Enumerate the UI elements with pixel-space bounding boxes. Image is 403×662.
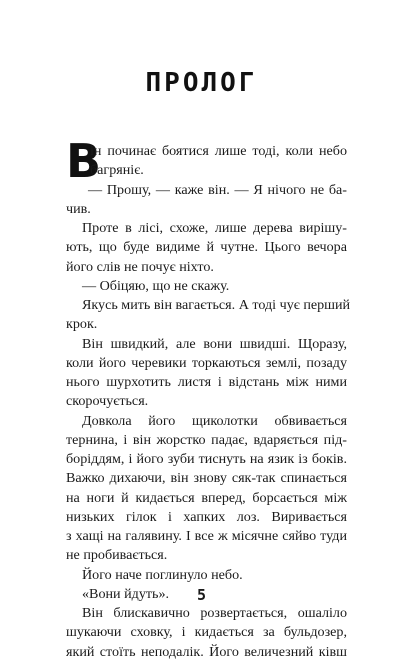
text-line: Його наче поглинуло небо. (82, 566, 243, 583)
text-line: низьких гілок і хапких лоз. Виривається (66, 508, 347, 525)
drop-cap: В (66, 134, 102, 188)
chapter-title: ПРОЛОГ (145, 68, 258, 98)
text-line: Якусь мить він вагається. А тоді чує перший (82, 297, 351, 313)
text-line: Він швидкий, але вони швидші. Щоразу, (82, 335, 347, 352)
text-line: не пробивається. (66, 547, 168, 564)
text-line: нього шурхотить листя і відстань між ними (66, 374, 347, 390)
text-line: Проте в лісі, схоже, лише дерева вирішу- (82, 220, 347, 236)
text-line: багряніє. (90, 162, 144, 179)
text-line: Він блискавично розвертається, ошаліло (82, 605, 347, 621)
text-line: «Вони йдуть». (82, 585, 170, 602)
text-line: який стоїть неподалік. Його величезний ківш (66, 643, 347, 660)
text-line: чив. (66, 200, 91, 217)
text-line: на ноги й кидається вперед, борсається між (66, 489, 347, 506)
text-line: скорочується. (66, 393, 149, 410)
text-line: тернина, і він жорстко падає, вдаряється під- (66, 431, 347, 448)
text-line: Важко дихаючи, він знову сяк-так спинається (66, 470, 347, 487)
body-text (66, 134, 351, 662)
text-line: — Прошу, — каже він. — Я нічого не ба- (88, 181, 347, 198)
text-line: його слів не почує ніхто. (66, 258, 214, 275)
text-line: боріддям, і його зуби тиснуть на язик із боків. (66, 451, 347, 467)
page-number: 5 (196, 586, 207, 604)
text-line: ін починає боятися лише тоді, коли небо (90, 143, 347, 159)
text-line: коли його черевики торкаються землі, позаду (66, 354, 347, 371)
text-line: шукаючи сховку, і кидається за бульдозер, (66, 624, 347, 641)
text-line: — Обіцяю, що не скажу. (82, 277, 230, 294)
text-line: з хащі на галявину. І все ж місячне сяйво туди (66, 528, 347, 544)
text-line: Довкола його щиколотки обвивається (82, 412, 347, 429)
text-line: крок. (66, 316, 98, 333)
text-line: ють, що буде видиме й чутне. Цього вечора (66, 239, 347, 256)
